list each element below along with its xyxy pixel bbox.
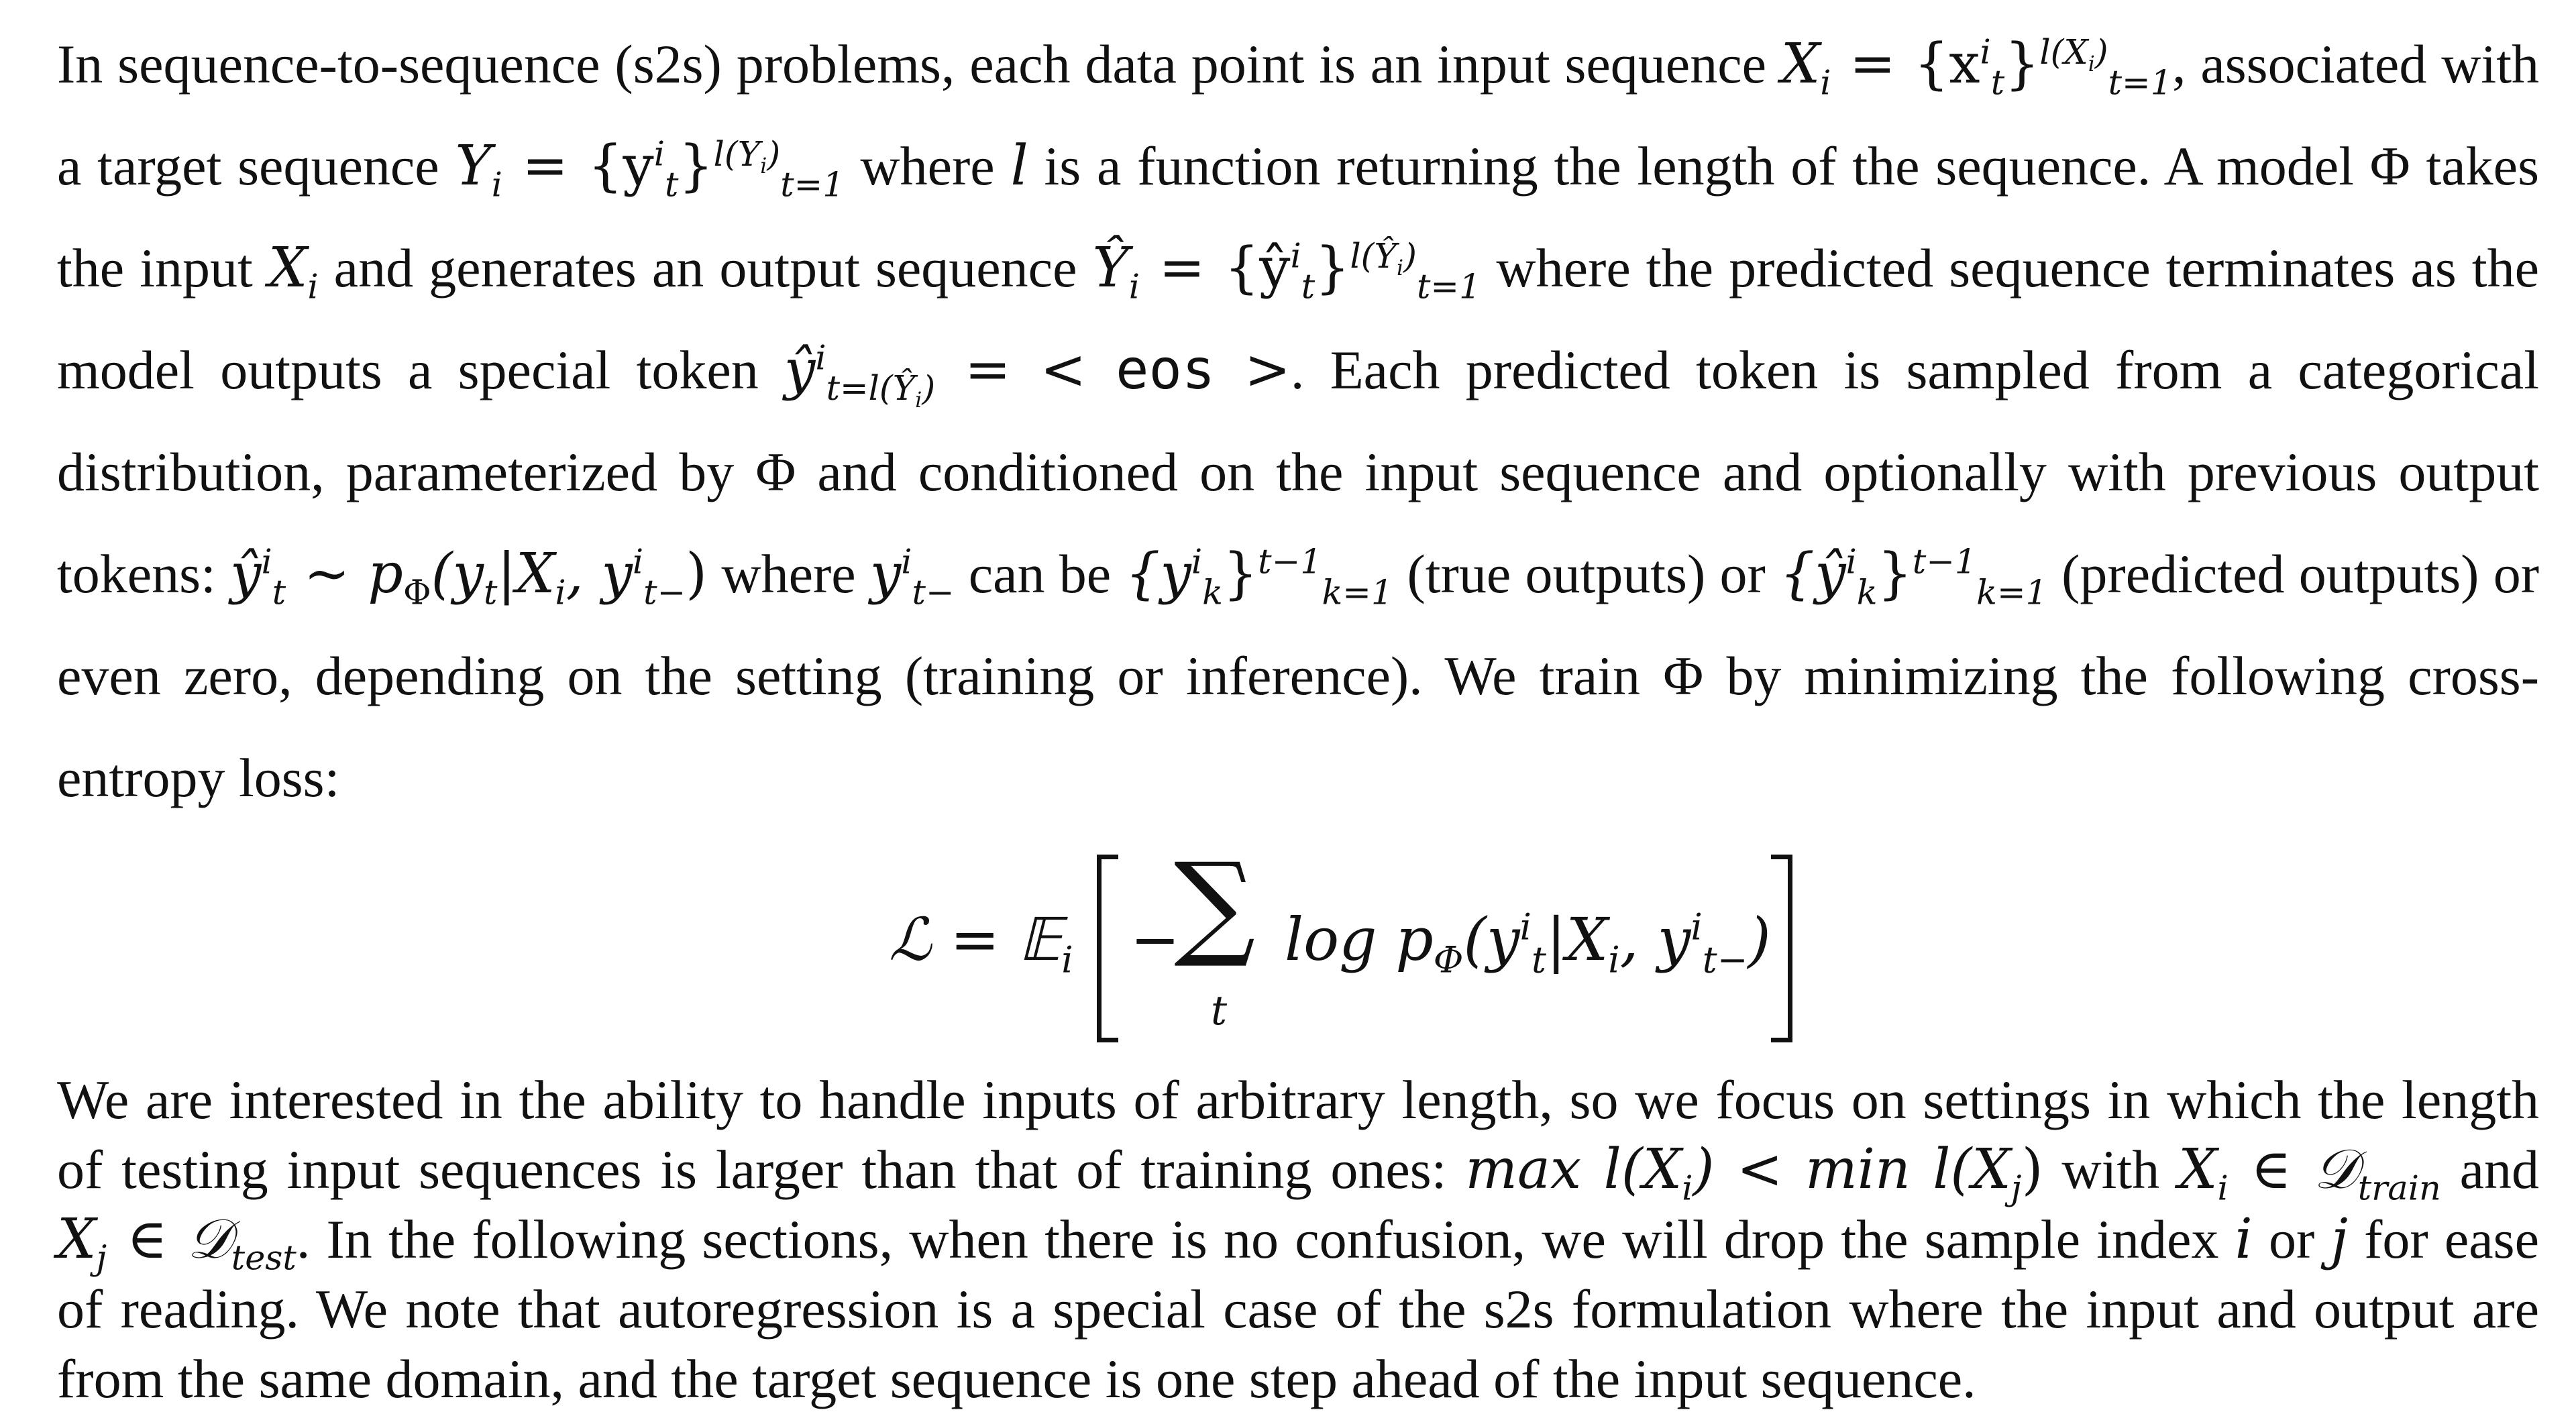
para1-text-k: (predicted outputs) or even zero, depending on the setting (training or inference). We train Φ by minimizing the following cross-entropy loss: — [57, 543, 2540, 808]
para1-text-h: where — [707, 543, 870, 604]
para2-text-e: or — [2252, 1209, 2331, 1270]
math-length-condition: $\max l(X_i) < \min l(X_j)$ — [1465, 1138, 2043, 1208]
paper-page — [57, 13, 2539, 1414]
math-predicted-outputs: $\{ŷ^i_k\}^{t-1}_{k=1}$ — [1780, 541, 2047, 612]
para1-text-b: , associated with a target sequence — [57, 34, 2539, 197]
math-index-i: i — [2235, 1207, 2253, 1271]
math-length-function: l — [1010, 134, 1028, 198]
equation-log-likelihood: $\log p_\Phi(y^i_t|X_i$, $y^i_{t-}$) — [1285, 905, 1771, 981]
math-target-sequence: $Y_i = \{y^i_t\}^{l(Y_i)}_{t=1}$ — [455, 133, 845, 205]
equation-minus: − — [1130, 905, 1180, 974]
math-test-set: $X_j$ ∈ 𝒟$_{test}$ — [57, 1207, 297, 1278]
math-token-distribution: $ŷ^i_t$ ∼ $p_\Phi(y_t|X_i$, $y^i_{t-}$) — [230, 541, 708, 612]
para1-text-i: can be — [954, 543, 1126, 604]
cross-entropy-equation — [57, 838, 2539, 1056]
para1-text-c: where — [844, 135, 1011, 197]
paragraph-length-generalization — [57, 1065, 2539, 1414]
equation-lhs: ℒ = 𝔼$_i$ — [889, 905, 1073, 981]
equation-sum-index: t — [1211, 987, 1228, 1034]
math-previous-tokens: $y^i_{t-}$ — [869, 541, 955, 612]
math-index-j: j — [2330, 1207, 2348, 1271]
para2-text-d: . In the following sections, when there is no confusion, we will drop the sample index — [296, 1209, 2235, 1270]
para1-text-j: (true outputs) or — [1393, 543, 1780, 604]
equation-right-bracket — [1771, 855, 1792, 1042]
para1-text-f: where the predicted sequence terminates as the model outputs a special token — [57, 237, 2540, 400]
math-eos-token: $ŷ^i_{t=l(Ŷ_i)}$ = < eos > — [784, 337, 1291, 413]
equation-left-bracket — [1097, 855, 1118, 1042]
para2-text-a: We are interested in the ability to handle inputs of arbitrary length, so we focus on settings in which the length of testing input sequences is larger than that of training ones: — [57, 1069, 2539, 1200]
math-true-outputs: $\{y^i_k\}^{t-1}_{k=1}$ — [1125, 541, 1393, 612]
math-output-sequence: $Ŷ_i$ = $\{ŷ^i_t\}^{l(Ŷ_i)}_{t=1}$ — [1092, 235, 1481, 307]
math-model-input: $X_i$ — [268, 236, 319, 307]
para2-text-f: for ease of reading. We note that autoregression is a special case of the s2s formulation where the input and output are from the same domain, and the target sequence is one step ahead of the input sequence. — [57, 1209, 2539, 1409]
equation-sum-sign: ∑ — [1174, 838, 1256, 971]
math-input-sequence: $X_i = \{x^i_t\}^{l(X_i)}_{t=1}$ — [1780, 32, 2172, 103]
para2-text-b: with — [2043, 1139, 2179, 1200]
para1-text-d: is a function returning the length of the sequence. A model Φ takes the input — [57, 135, 2539, 298]
math-train-set: $X_i$ ∈ 𝒟$_{train}$ — [2178, 1138, 2441, 1208]
para1-text-a: In sequence-to-sequence (s2s) problems, each data point is an input sequence — [57, 34, 1781, 95]
para2-text-c: and — [2440, 1139, 2539, 1200]
para1-text-e: and generates an output sequence — [318, 237, 1093, 298]
para1-text-g: . Each predicted token is sampled from a categorical distribution, parameterized by Φ and conditioned on the input sequence and optionally with previous output tokens: — [57, 339, 2539, 604]
paragraph-s2s-definition — [57, 13, 2539, 829]
